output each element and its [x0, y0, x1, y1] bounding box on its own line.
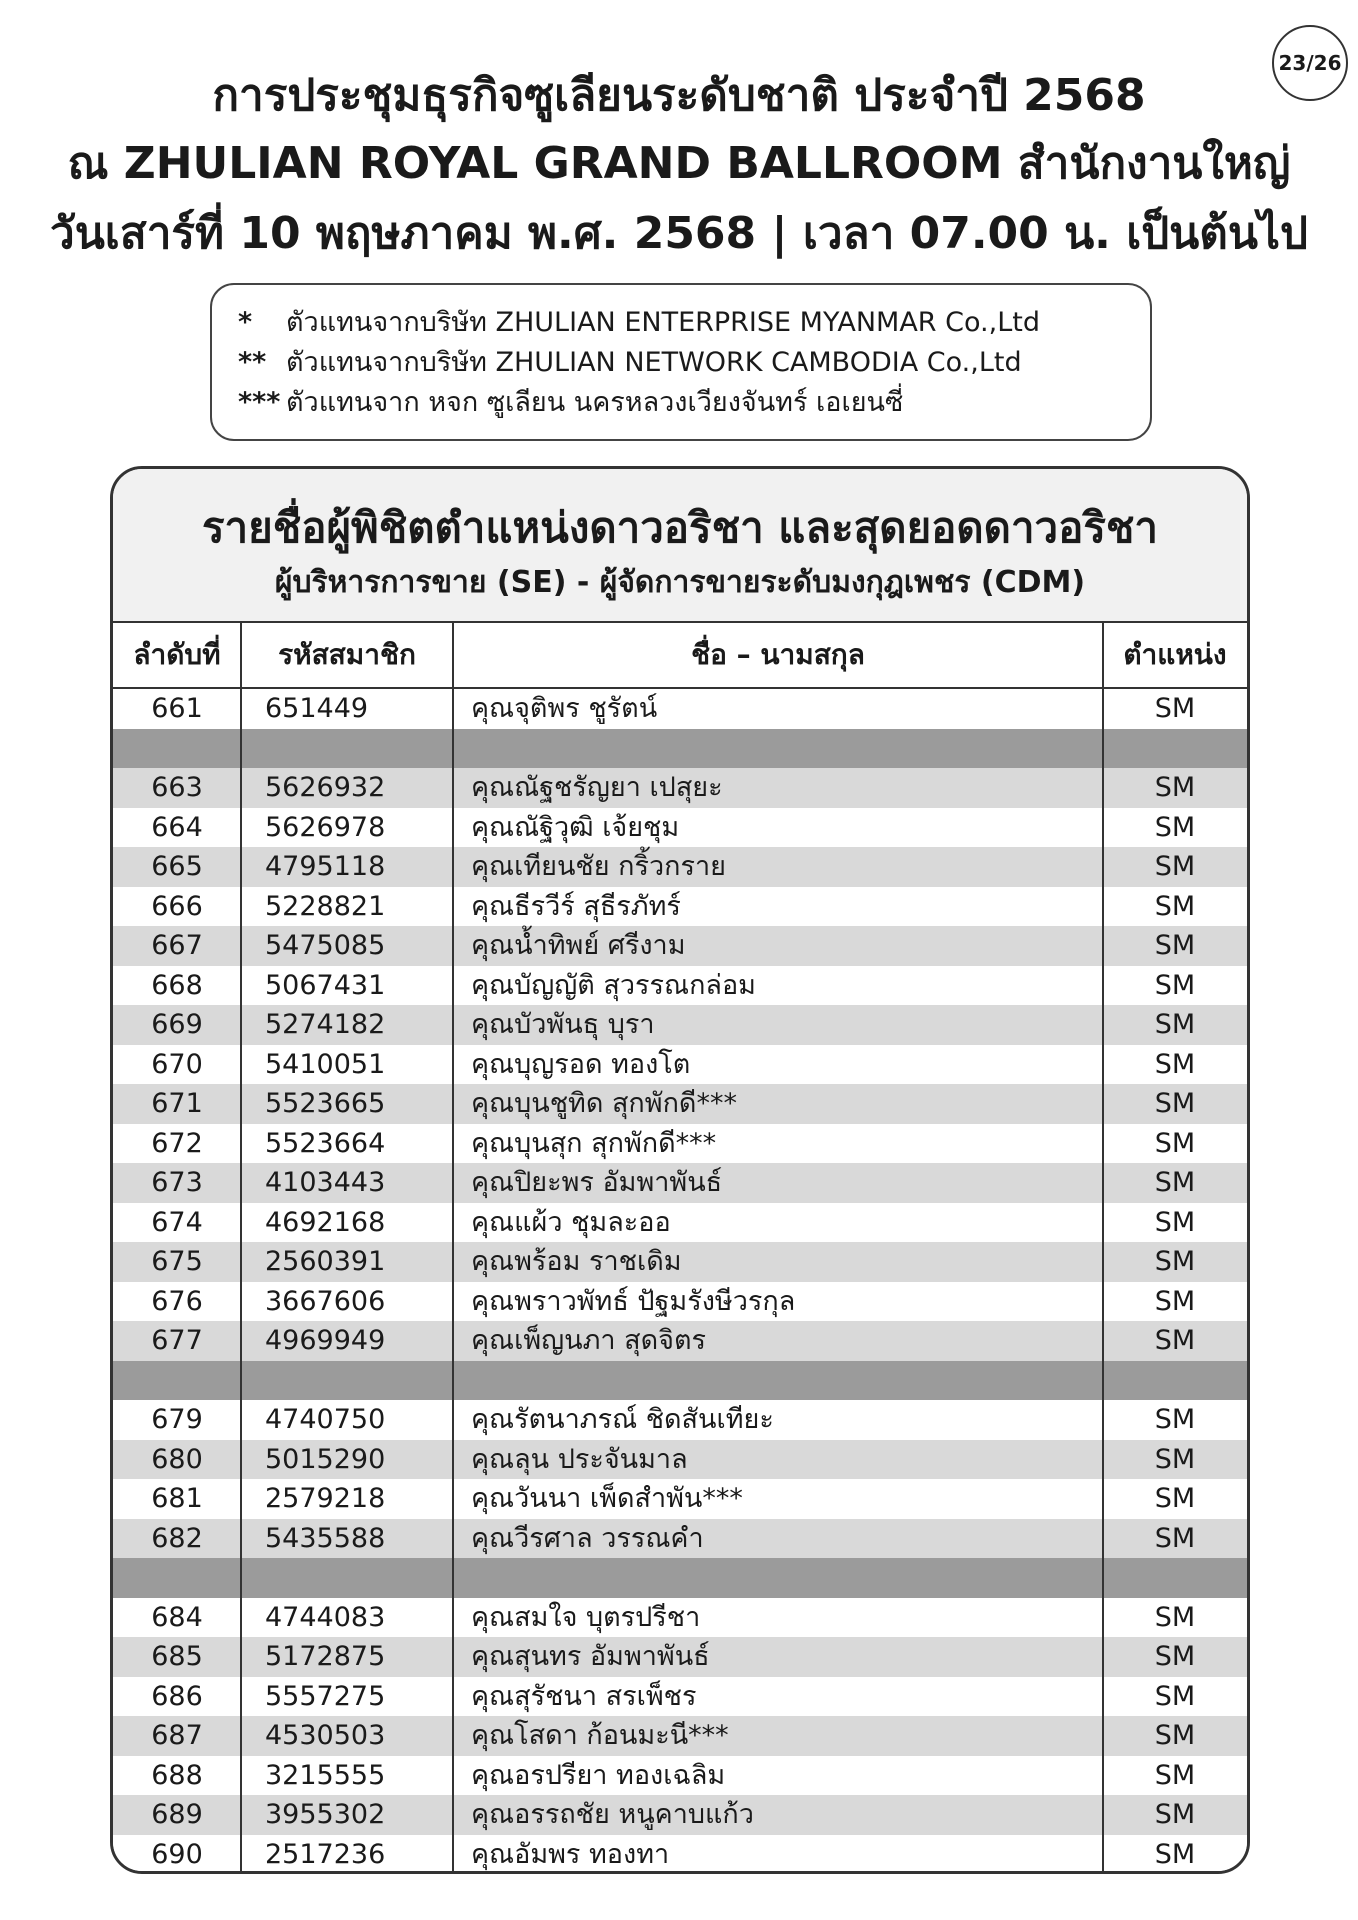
table-row-masked — [113, 1558, 1247, 1598]
row-number: 665 — [151, 851, 203, 882]
member-name: คุณปิยะพร อัมพาพันธ์ — [471, 1167, 723, 1198]
member-id: 4744083 — [265, 1601, 386, 1633]
column-header-rank: ตำแหน่ง — [1123, 638, 1227, 671]
table-body — [113, 689, 1247, 1874]
member-rank: SM — [1154, 772, 1196, 803]
member-rank — [1103, 729, 1247, 769]
column-header-number: ลำดับที่ — [133, 638, 221, 671]
legend-item — [238, 303, 1040, 343]
row-number: 672 — [151, 1127, 203, 1159]
member-id: 5410051 — [265, 1048, 386, 1080]
table-row — [113, 1440, 1247, 1480]
member-rank: SM — [1154, 930, 1196, 961]
member-id — [241, 729, 453, 769]
member-id — [241, 1558, 453, 1598]
member-rank — [1103, 1558, 1247, 1598]
member-id: 5626978 — [265, 811, 386, 843]
table-row — [113, 1795, 1247, 1835]
table-row — [113, 768, 1247, 808]
table-row — [113, 808, 1247, 848]
member-id: 5475085 — [265, 930, 386, 961]
member-rank: SM — [1154, 1483, 1196, 1514]
member-id: 5626932 — [265, 772, 386, 803]
member-name: คุณรัตนาภรณ์ ชิดสันเทียะ — [471, 1404, 774, 1435]
member-id: 4740750 — [265, 1404, 386, 1435]
row-number: 670 — [151, 1048, 203, 1080]
legend-mark: *** — [238, 387, 281, 418]
row-number: 675 — [151, 1246, 203, 1277]
winners-panel — [110, 466, 1250, 1874]
table-header — [113, 623, 1247, 689]
member-rank: SM — [1154, 1720, 1196, 1751]
table-row — [113, 1598, 1247, 1638]
row-number: 688 — [151, 1759, 203, 1791]
member-rank: SM — [1154, 1285, 1196, 1317]
row-number: 671 — [151, 1088, 203, 1119]
member-id: 4969949 — [265, 1325, 386, 1356]
legend-text: ตัวแทนจาก หจก ซูเลียน นครหลวงเวียงจันทร์ เอเยนซี่ — [286, 387, 904, 418]
legend-text: ตัวแทนจากบริษัท ZHULIAN ENTERPRISE MYANMAR Co.,Ltd — [286, 307, 1040, 338]
member-id: 5435588 — [265, 1522, 386, 1554]
member-id: 2560391 — [265, 1246, 386, 1277]
table-row — [113, 1321, 1247, 1361]
table-row — [113, 1756, 1247, 1796]
table-row — [113, 887, 1247, 927]
event-title-line-2: ณ ZHULIAN ROYAL GRAND BALLROOM สำนักงานใหญ่ — [67, 138, 1291, 189]
member-name: คุณเพ็ญนภา สุดจิตร — [471, 1325, 707, 1356]
row-number: 668 — [151, 969, 203, 1001]
table-row-masked — [113, 729, 1247, 769]
member-rank: SM — [1154, 1009, 1196, 1040]
member-rank: SM — [1154, 1167, 1196, 1198]
row-number: 690 — [151, 1838, 203, 1870]
member-id: 4692168 — [265, 1206, 386, 1238]
member-id: 3667606 — [265, 1285, 386, 1317]
member-name — [453, 1361, 1103, 1401]
member-name: คุณสุนทร อัมพาพันธ์ — [471, 1641, 710, 1672]
member-name: คุณพราวพัทธ์ ปัฐมรังษีวรกุล — [471, 1285, 796, 1317]
member-id: 5228821 — [265, 890, 386, 922]
panel-header — [113, 469, 1247, 623]
member-name: คุณอรปรียา ทองเฉลิม — [471, 1759, 726, 1791]
table-row — [113, 1005, 1247, 1045]
row-number — [113, 1558, 241, 1598]
member-name: คุณบัวพันธุ บุรา — [471, 1009, 655, 1040]
panel-title: รายชื่อผู้พิชิตตำแหน่งดาวอริชา และสุดยอดดาวอริชา — [201, 503, 1159, 552]
member-rank: SM — [1154, 890, 1196, 922]
member-rank: SM — [1154, 1443, 1196, 1475]
panel-subtitle: ผู้บริหารการขาย (SE) - ผู้จัดการขายระดับมงกุฎเพชร (CDM) — [274, 565, 1086, 600]
member-rank: SM — [1154, 693, 1196, 724]
event-title-line-3: วันเสาร์ที่ 10 พฤษภาคม พ.ศ. 2568 | เวลา 07.00 น. เป็นต้นไป — [50, 208, 1308, 259]
member-name: คุณบัญญัติ สุวรรณกล่อม — [471, 969, 756, 1001]
member-rank: SM — [1154, 1838, 1196, 1870]
member-name: คุณธีรวีร์ สุธีรภัทร์ — [471, 890, 681, 922]
table-row — [113, 966, 1247, 1006]
legend-mark: * — [238, 307, 253, 338]
row-number: 681 — [151, 1483, 203, 1514]
column-divider — [1102, 623, 1104, 1871]
member-name: คุณสุรัชนา สรเพ็ชร — [471, 1680, 697, 1712]
member-rank: SM — [1154, 1759, 1196, 1791]
member-id: 5172875 — [265, 1641, 386, 1672]
member-rank: SM — [1154, 1601, 1196, 1633]
member-id: 5557275 — [265, 1680, 386, 1712]
row-number: 676 — [151, 1285, 203, 1317]
member-name: คุณณัฐชรัญยา เปสุยะ — [471, 772, 723, 803]
column-divider — [240, 623, 242, 1871]
member-name: คุณเทียนชัย กริ้วกราย — [471, 851, 726, 882]
row-number: 684 — [151, 1601, 203, 1633]
member-id: 2579218 — [265, 1483, 386, 1514]
column-header-member-id: รหัสสมาชิก — [278, 638, 416, 671]
member-id: 651449 — [265, 693, 369, 724]
member-name — [453, 729, 1103, 769]
member-name: คุณณัฐิวุฒิ เจ้ยชุม — [471, 811, 680, 843]
legend-mark: ** — [238, 347, 267, 378]
member-id: 2517236 — [265, 1838, 386, 1870]
table-row — [113, 1400, 1247, 1440]
row-number: 673 — [151, 1167, 203, 1198]
row-number: 663 — [151, 772, 203, 803]
member-id: 5067431 — [265, 969, 386, 1001]
member-name: คุณวันนา เพ็ดสำพัน*** — [471, 1483, 743, 1514]
table-row — [113, 1124, 1247, 1164]
member-name: คุณลุน ประจันมาล — [471, 1443, 688, 1475]
member-id: 3215555 — [265, 1759, 386, 1791]
member-id: 3955302 — [265, 1799, 386, 1830]
member-id: 5015290 — [265, 1443, 386, 1475]
row-number: 680 — [151, 1443, 203, 1475]
member-name: คุณอรรถชัย หนูคาบแก้ว — [471, 1799, 754, 1830]
row-number: 666 — [151, 890, 203, 922]
row-number: 686 — [151, 1680, 203, 1712]
row-number: 682 — [151, 1522, 203, 1554]
row-number: 664 — [151, 811, 203, 843]
row-number: 685 — [151, 1641, 203, 1672]
legend-box — [210, 283, 1152, 441]
row-number: 674 — [151, 1206, 203, 1238]
row-number — [113, 729, 241, 769]
member-id: 5523664 — [265, 1127, 386, 1159]
row-number: 669 — [151, 1009, 203, 1040]
member-name: คุณบุญรอด ทองโต — [471, 1048, 691, 1080]
member-id — [241, 1361, 453, 1401]
member-name: คุณน้ำทิพย์ ศรีงาม — [471, 930, 686, 961]
member-rank: SM — [1154, 1246, 1196, 1277]
table-row — [113, 1677, 1247, 1717]
member-id: 5274182 — [265, 1009, 386, 1040]
member-rank: SM — [1154, 1325, 1196, 1356]
member-name: คุณอัมพร ทองทา — [471, 1838, 670, 1870]
row-number: 661 — [151, 693, 203, 724]
page-number-badge: 23/26 — [1272, 25, 1348, 101]
row-number: 689 — [151, 1799, 203, 1830]
row-number — [113, 1361, 241, 1401]
column-divider — [452, 623, 454, 1871]
member-id: 4103443 — [265, 1167, 386, 1198]
table-row — [113, 1084, 1247, 1124]
member-name: คุณโสดา ก้อนมะนี*** — [471, 1720, 729, 1751]
legend-text: ตัวแทนจากบริษัท ZHULIAN NETWORK CAMBODIA Co.,Ltd — [286, 347, 1022, 378]
table-row — [113, 1163, 1247, 1203]
member-rank: SM — [1154, 1641, 1196, 1672]
member-name: คุณบุนชูทิด สุกพักดี*** — [471, 1088, 737, 1119]
table-row — [113, 689, 1247, 729]
table-row — [113, 1045, 1247, 1085]
table-row — [113, 1835, 1247, 1875]
member-rank: SM — [1154, 1088, 1196, 1119]
column-header-name: ชื่อ – นามสกุล — [691, 638, 865, 671]
table-row — [113, 1479, 1247, 1519]
table-row — [113, 1203, 1247, 1243]
table-row-masked — [113, 1361, 1247, 1401]
member-rank: SM — [1154, 1048, 1196, 1080]
table-row — [113, 1519, 1247, 1559]
member-rank — [1103, 1361, 1247, 1401]
member-rank: SM — [1154, 851, 1196, 882]
member-rank: SM — [1154, 1680, 1196, 1712]
event-title-line-1: การประชุมธุรกิจซูเลียนระดับชาติ ประจำปี 2568 — [212, 70, 1146, 121]
member-id: 5523665 — [265, 1088, 386, 1119]
member-rank: SM — [1154, 1404, 1196, 1435]
table-row — [113, 1637, 1247, 1677]
legend-item — [238, 343, 1022, 383]
table-row — [113, 1242, 1247, 1282]
member-name: คุณสมใจ บุตรปรีชา — [471, 1601, 701, 1633]
member-rank: SM — [1154, 969, 1196, 1001]
member-name: คุณวีรศาล วรรณคำ — [471, 1522, 704, 1554]
table-row — [113, 926, 1247, 966]
member-name: คุณแผ้ว ชุมละออ — [471, 1206, 671, 1238]
row-number: 687 — [151, 1720, 203, 1751]
legend-item — [238, 383, 903, 423]
row-number: 677 — [151, 1325, 203, 1356]
member-rank: SM — [1154, 1522, 1196, 1554]
member-id: 4530503 — [265, 1720, 386, 1751]
member-rank: SM — [1154, 1127, 1196, 1159]
member-name: คุณพร้อม ราชเดิม — [471, 1246, 682, 1277]
row-number: 679 — [151, 1404, 203, 1435]
table-row — [113, 1716, 1247, 1756]
member-rank: SM — [1154, 811, 1196, 843]
member-name: คุณจุติพร ชูรัตน์ — [471, 693, 658, 724]
member-id: 4795118 — [265, 851, 386, 882]
member-name: คุณบุนสุก สุกพักดี*** — [471, 1127, 717, 1159]
member-name — [453, 1558, 1103, 1598]
member-rank: SM — [1154, 1206, 1196, 1238]
table-row — [113, 847, 1247, 887]
member-rank: SM — [1154, 1799, 1196, 1830]
table-row — [113, 1282, 1247, 1322]
row-number: 667 — [151, 930, 203, 961]
